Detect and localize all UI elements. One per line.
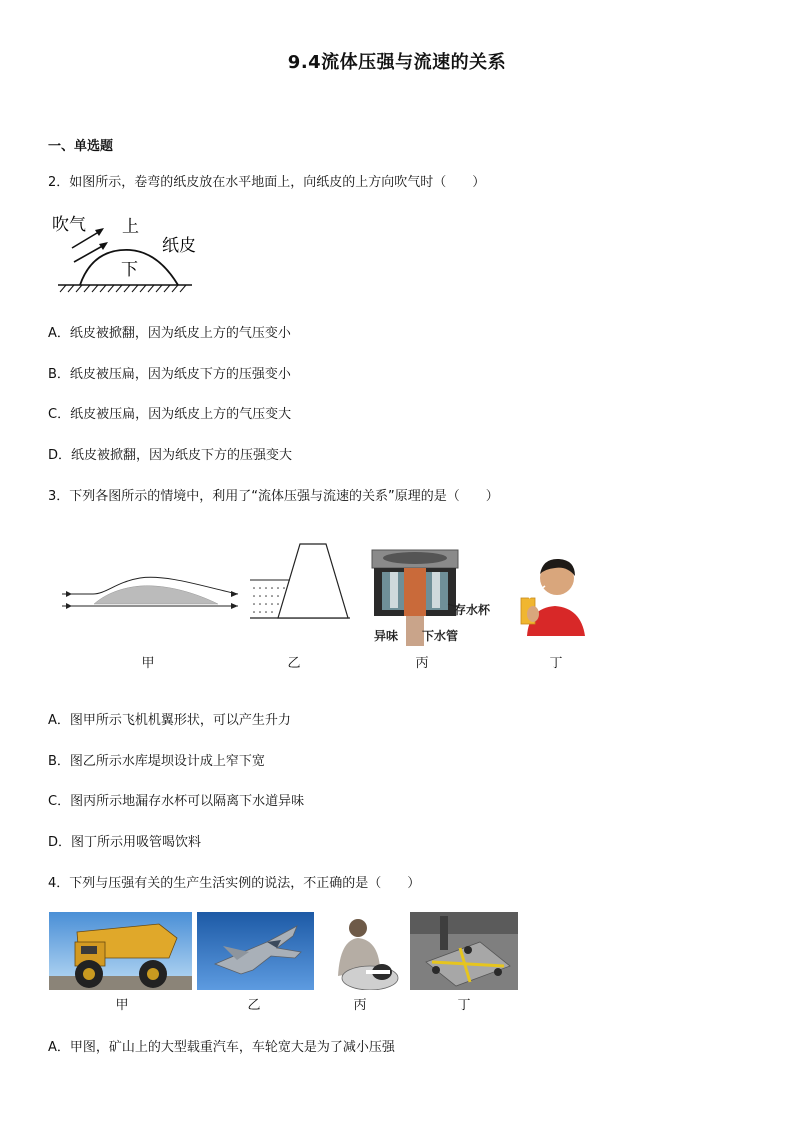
figure-label-bing: 丙 xyxy=(415,656,429,671)
vacuum-lifter-photo xyxy=(410,912,518,990)
arrowhead-icon xyxy=(95,228,104,236)
mining-truck-photo xyxy=(49,912,192,990)
floor-drain-figure xyxy=(368,548,498,646)
arrowhead-icon xyxy=(231,591,238,597)
question-3-option-b[interactable]: B．图乙所示水库堤坝设计成上窄下宽 xyxy=(48,754,265,769)
question-4-option-a[interactable]: A．甲图，矿山上的大型载重汽车，车轮宽大是为了减小压强 xyxy=(48,1040,395,1055)
blow-label: 吹气 xyxy=(52,215,86,235)
figure-label-jia: 甲 xyxy=(141,656,155,671)
paper-blowing-figure xyxy=(48,200,208,300)
figure-label-ding: 丁 xyxy=(549,656,563,671)
figure-label-yi: 乙 xyxy=(247,998,261,1013)
flow-arrow-center xyxy=(404,568,426,616)
cup-label: 存水杯 xyxy=(454,603,491,617)
bottom-label: 下 xyxy=(121,260,138,280)
paper-label: 纸皮 xyxy=(162,236,196,256)
boy-drinking-photo xyxy=(517,556,587,636)
top-label: 上 xyxy=(122,217,139,237)
dam-shape xyxy=(278,544,348,618)
cab-window xyxy=(81,946,97,954)
question-3-option-c[interactable]: C．图丙所示地漏存水杯可以隔离下水道异味 xyxy=(48,794,305,809)
fighter-jet-photo xyxy=(197,912,314,990)
ground xyxy=(49,976,192,990)
suction-cup xyxy=(432,966,440,974)
section-heading: 一、单选题 xyxy=(48,139,114,154)
grate-ring xyxy=(383,552,447,564)
question-3-option-a[interactable]: A．图甲所示飞机机翼形状，可以产生升力 xyxy=(48,713,291,728)
question-2-option-c[interactable]: C．纸皮被压扁，因为纸皮上方的气压变大 xyxy=(48,407,292,422)
question-3-stem: 3．下列各图所示的情境中，利用了“流体压强与流速的关系”原理的是（ ） xyxy=(48,489,499,504)
arrowhead-icon xyxy=(66,591,72,597)
factory-wall xyxy=(410,912,518,934)
arrowhead-icon xyxy=(231,603,238,609)
question-2-option-a[interactable]: A．纸皮被掀翻，因为纸皮上方的气压变小 xyxy=(48,326,291,341)
disc-label xyxy=(366,970,390,974)
question-2-stem: 2．如图所示，卷弯的纸皮放在水平地面上，向纸皮的上方向吹气时（ ） xyxy=(48,175,486,190)
figure-label-yi: 乙 xyxy=(287,656,301,671)
question-2-option-b[interactable]: B．纸皮被压扁，因为纸皮下方的压强变小 xyxy=(48,367,291,382)
figure-label-jia: 甲 xyxy=(115,998,129,1013)
suction-cup xyxy=(464,946,472,954)
wing-shape xyxy=(94,586,218,604)
boy-hand xyxy=(527,606,539,622)
water-dots xyxy=(253,587,285,613)
figure-label-bing: 丙 xyxy=(353,998,367,1013)
arrowhead-icon xyxy=(66,603,72,609)
wheel-hub xyxy=(147,968,159,980)
figure-label-ding: 丁 xyxy=(457,998,471,1013)
question-3-option-d[interactable]: D．图丁所示用吸管喝饮料 xyxy=(48,835,202,850)
suction-cup xyxy=(494,968,502,976)
cup-wall xyxy=(432,572,440,608)
wheel-hub xyxy=(83,968,95,980)
question-2-option-d[interactable]: D．纸皮被掀翻，因为纸皮下方的压强变大 xyxy=(48,448,293,463)
person-head xyxy=(349,919,367,937)
arrowhead-icon xyxy=(99,242,108,250)
question-4-stem: 4．下列与压强有关的生产生活实例的说法，不正确的是（ ） xyxy=(48,876,421,891)
airfoil-figure xyxy=(58,570,243,620)
dam-figure xyxy=(248,540,353,620)
page-title: 9.4流体压强与流速的关系 xyxy=(287,52,507,73)
odor-label: 异味 xyxy=(374,629,399,643)
lifter-column xyxy=(440,916,448,950)
suction-demo-photo xyxy=(322,912,402,990)
pipe-label: 下水管 xyxy=(422,629,459,643)
cup-wall xyxy=(390,572,398,608)
